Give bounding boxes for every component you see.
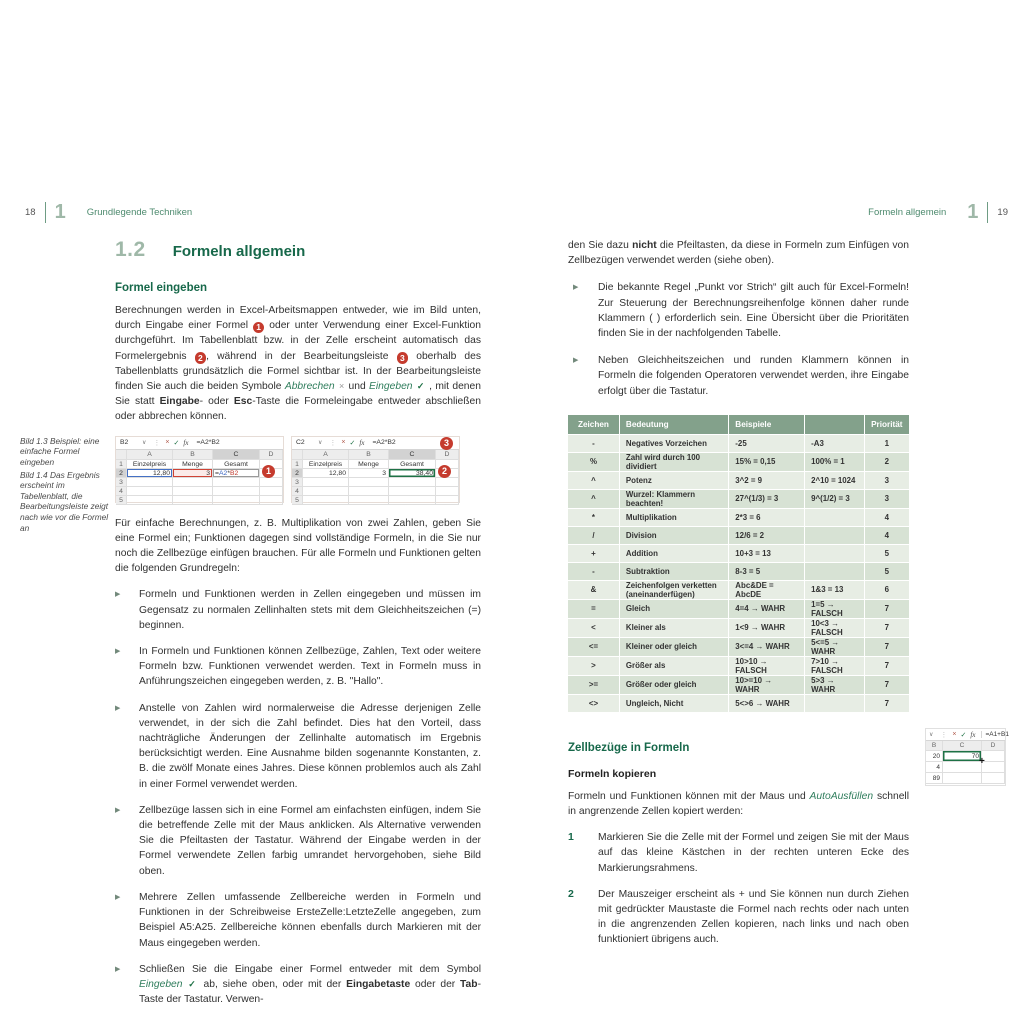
empty-cell: [436, 487, 459, 496]
operator-example-1: 3<=4 → WAHR: [728, 637, 804, 656]
name-box: C2: [296, 439, 305, 447]
bullet-text: In Formeln und Funktionen können Zellbezüge, Zahlen, Text oder weitere Formeln bzw. Funktionen verwendet werden. Text in Formeln muss in Anführungszeichen eingegeben werden, z. B. "Hallo".: [139, 646, 481, 688]
operator-sign: ^: [568, 489, 619, 508]
intro-paragraph: Berechnungen werden in Excel-Arbeitsmappen entweder, wie im Bild unten, durch Eingabe einer Formel 1 oder unter Verwendung einer Excel-Funktion durchgeführt. Im Tabellenblatt bzw. in der Zelle erscheint automatisch das Formelergebnis 2 , während in der Bearbeitungsleiste 3 oberhalb des Tabellenblatts grundsätzlich die Formel sichtbar ist. In der Bearbeitungsleiste finden Sie auch die beiden Symbole Abbrechen × und Eingeben ✓ , mit denen Sie statt Eingabe- oder Esc-Taste die Formeleingabe entweder abschließen oder abbrechen können.: [115, 305, 482, 423]
row-header-1: 1: [116, 460, 127, 469]
operator-priority: 5: [864, 544, 909, 562]
insert-function-icon: fx: [359, 438, 365, 447]
empty-cell: [127, 478, 173, 487]
cell-c2-formula-editing: =A2*B2: [213, 469, 260, 478]
continuation-paragraph: den Sie dazu nicht die Pfeiltasten, da diese in Formeln zum Einfügen von Zellbezügen verwendet werden (siehe oben).: [568, 240, 910, 267]
bullet-triangle-icon: ▶: [573, 357, 579, 365]
cell-a1: Einzelpreis: [303, 460, 349, 469]
rule-bullet-item: [115, 587, 481, 633]
operator-meaning: Kleiner als: [619, 618, 728, 637]
formula-bar-text: =A2*B2: [196, 439, 220, 447]
spreadsheet-grid: [926, 741, 1005, 784]
cell-a1: Einzelpreis: [127, 460, 173, 469]
cell-c1: Gesamt: [389, 460, 436, 469]
operator-priority: 7: [864, 637, 909, 656]
name-box: B2: [120, 439, 129, 447]
bullet-text: Neben Gleichheitszeichen und runden Klammern können in Formeln die folgenden Operatoren verwendet werden, ihre Eingabe erfolgt über die Tastatur.: [598, 355, 909, 397]
left-running-title: Grundlegende Techniken: [86, 207, 193, 218]
subheading-formeln-kopieren: Formeln kopieren: [568, 767, 657, 780]
operator-table-row: [568, 656, 909, 675]
row-header: 4: [292, 487, 303, 496]
cancel-icon: ×: [165, 439, 170, 447]
step-number: 2: [568, 887, 574, 900]
step-text: Der Mauszeiger erscheint als + und Sie können nun durch Ziehen mit gedrückter Maustaste die Formel nach rechts oder nach unten in die angrenzenden Zellen kopieren, nach links und nach oben funktioniert übrigens auch.: [598, 888, 909, 946]
operator-table-row: [568, 471, 909, 489]
left-page-header: [25, 202, 192, 223]
bullet-text: Anstelle von Zahlen wird normalerweise die Adresse derjenigen Zelle verwendet, in der sich die Zahl befindet. Dies hat den Vorteil, dass nachträgliche Änderungen der Zellinhalte automatisch im Ergebnis berücksichtigt werden. Eine Ausnahme bilden sogenannte Konstanten, z. B. die zwölf Monate eines Jahres. Diese können problemlos auch als Zahl in einer Formel verwendet werden.: [139, 702, 481, 790]
operator-example-1: 10+3 = 13: [728, 544, 804, 562]
operator-meaning: Kleiner oder gleich: [619, 637, 728, 656]
operator-example-2: -A3: [804, 434, 863, 452]
divider-dots-icon: ⋮: [940, 731, 948, 739]
name-box-dropdown-icon: ∨: [318, 440, 323, 447]
operator-example-2: 5>3 → WAHR: [804, 675, 863, 694]
operator-example-2: [804, 694, 863, 712]
bullet-text: Formeln und Funktionen werden in Zellen eingegeben und müssen im Gegensatz zu normalen Zellinhalten stets mit dem Gleichheitszeichen (=) beginnen.: [139, 589, 481, 631]
bullet-triangle-icon: ▶: [115, 648, 121, 656]
operator-priority: 1: [864, 434, 909, 452]
row-header: 3: [116, 478, 127, 487]
column-header-d: D: [436, 450, 459, 460]
fill-handle-plus-cursor: +: [979, 756, 985, 767]
operator-meaning: Addition: [619, 544, 728, 562]
empty-cell: [127, 487, 173, 496]
section-heading: [115, 238, 481, 262]
formula-bar-text: =A1+B1: [981, 731, 1009, 738]
operator-example-1: 2*3 = 6: [728, 508, 804, 526]
row-header-1: 1: [292, 460, 303, 469]
section-number: 1.2: [115, 238, 146, 261]
rule-bullet-item: [115, 890, 481, 951]
operator-sign: <: [568, 618, 619, 637]
column-header-a: A: [127, 450, 173, 460]
rules-intro-paragraph: Für einfache Berechnungen, z. B. Multiplikation von zwei Zahlen, geben Sie eine Formel ein; Funktionen dagegen sind vollständige Formeln, in die Sie nur noch die Zellbezüge einfügen brauchen. Für alle Formeln und Funktionen gelten die folgenden Grundregeln:: [115, 517, 481, 575]
cell-b1: Menge: [173, 460, 213, 469]
empty-cell: [389, 496, 436, 505]
operator-example-2: [804, 544, 863, 562]
empty-cell: [213, 478, 260, 487]
empty-cell: [436, 496, 459, 505]
operator-priority: 6: [864, 580, 909, 599]
operator-sign: =: [568, 599, 619, 618]
operator-priority: 7: [864, 656, 909, 675]
empty-cell: [303, 496, 349, 505]
divider-dots-icon: ⋮: [153, 439, 161, 447]
bullet-triangle-icon: ▶: [115, 965, 121, 973]
rule-bullet-item: [115, 701, 481, 792]
rule-bullet-item: [568, 280, 909, 341]
operator-priority: 3: [864, 471, 909, 489]
operator-meaning: Zeichenfolgen verketten (aneinanderfügen): [619, 580, 728, 599]
empty-cell: [260, 487, 283, 496]
step-text: Markieren Sie die Zelle mit der Formel und zeigen Sie mit der Maus auf das kleine Kästchen in der rechten unteren Ecke des Markierungsrahmens.: [598, 832, 909, 874]
bullet-triangle-icon: ▶: [115, 893, 121, 901]
operator-table-row: [568, 434, 909, 452]
col-header-bedeutung: Bedeutung: [619, 415, 728, 434]
operator-meaning: Multiplikation: [619, 508, 728, 526]
subheading-formel-eingeben: Formel eingeben: [115, 282, 208, 294]
cell-c2-result-selected: 38,40: [389, 469, 436, 478]
cell-d1: [982, 751, 1005, 762]
empty-cell: [349, 487, 389, 496]
header-divider: [987, 202, 988, 223]
corner-cell: [116, 450, 127, 460]
operator-example-1: 5<>6 → WAHR: [728, 694, 804, 712]
operator-meaning: Potenz: [619, 471, 728, 489]
operator-table-row: [568, 599, 909, 618]
operator-sign: +: [568, 544, 619, 562]
excel-screenshot-autofill: [925, 728, 1009, 786]
right-page-header: [760, 202, 1008, 223]
operator-table-row: [568, 675, 909, 694]
empty-cell: [213, 496, 260, 505]
insert-function-icon: fx: [183, 438, 189, 447]
operator-table-row: [568, 562, 909, 580]
empty-cell: [389, 487, 436, 496]
operator-priority: 5: [864, 562, 909, 580]
operator-sign: >: [568, 656, 619, 675]
operator-meaning: Negatives Vorzeichen: [619, 434, 728, 452]
enter-icon: ✓: [349, 439, 356, 447]
operator-sign: -: [568, 434, 619, 452]
empty-cell: [349, 496, 389, 505]
column-header-d: D: [982, 741, 1005, 751]
empty-cell: [303, 478, 349, 487]
operator-example-2: 10<3 → FALSCH: [804, 618, 863, 637]
operator-sign: *: [568, 508, 619, 526]
column-header-b: B: [173, 450, 213, 460]
right-running-title: Formeln allgemein: [868, 207, 947, 218]
operator-priority: 7: [864, 694, 909, 712]
operator-priority: 2: [864, 452, 909, 471]
operator-sign: &: [568, 580, 619, 599]
header-divider: [45, 202, 46, 223]
empty-cell: [260, 496, 283, 505]
bullet-triangle-icon: ▶: [115, 806, 121, 814]
operator-example-2: [804, 526, 863, 544]
operator-sign: <=: [568, 637, 619, 656]
column-header-b: B: [926, 741, 943, 751]
operator-sign: <>: [568, 694, 619, 712]
operator-example-2: 2^10 = 1024: [804, 471, 863, 489]
operator-meaning: Zahl wird durch 100 dividiert: [619, 452, 728, 471]
cell-d3: [982, 773, 1005, 784]
row-header-2: 2: [292, 469, 303, 478]
empty-cell: [260, 478, 283, 487]
operator-sign: /: [568, 526, 619, 544]
bullet-text: Schließen Sie die Eingabe einer Formel entweder mit dem Symbol Eingeben ✓ ab, siehe oben, oder mit der Eingabetaste oder der Tab-Taste der Tastatur. Verwen-: [139, 963, 481, 1006]
left-page-column: [20, 238, 482, 1007]
callout-badge-1: 1: [262, 465, 275, 478]
cell-b2: 3: [349, 469, 389, 478]
empty-cell: [303, 487, 349, 496]
excel-screenshot-formula-entry: [115, 436, 284, 503]
cell-b2: 3: [173, 469, 213, 478]
operator-meaning: Wurzel: Klammern beachten!: [619, 489, 728, 508]
row-header: 5: [116, 496, 127, 505]
cell-b2: 4: [926, 762, 943, 773]
operator-example-1: 12/6 = 2: [728, 526, 804, 544]
cancel-icon: ×: [341, 439, 346, 447]
column-header-d: D: [260, 450, 283, 460]
name-box-dropdown-icon: ∨: [929, 732, 934, 738]
operator-priority: 4: [864, 508, 909, 526]
cell-c2: [943, 762, 982, 773]
operator-example-2: 5<=5 → WAHR: [804, 637, 863, 656]
empty-cell: [127, 496, 173, 505]
operator-sign: -: [568, 562, 619, 580]
cell-c3: [943, 773, 982, 784]
enter-icon: ✓: [173, 439, 180, 447]
operator-priority: 7: [864, 599, 909, 618]
cell-b1: 20: [926, 751, 943, 762]
operator-example-1: 27^(1/3) = 3: [728, 489, 804, 508]
rule-bullet-item: [568, 353, 909, 399]
column-header-c: C: [943, 741, 982, 751]
empty-cell: [436, 478, 459, 487]
col-header-beispiele: Beispiele: [728, 415, 804, 434]
operator-table-row: [568, 694, 909, 712]
operator-table-header: [568, 415, 909, 434]
cell-c1-selected: 70: [943, 751, 982, 762]
operator-example-1: -25: [728, 434, 804, 452]
operator-example-2: 7>10 → FALSCH: [804, 656, 863, 675]
operator-meaning: Größer oder gleich: [619, 675, 728, 694]
bullet-text: Die bekannte Regel „Punkt vor Strich“ gilt auch für Excel-Formeln! Zur Steuerung der Berechnungsreihenfolge können daher runde Klammern ( ) erforderlich sein. Eine Übersicht über die Prioritäten finden Sie in der nachfolgenden Tabelle.: [598, 282, 909, 340]
corner-cell: [292, 450, 303, 460]
row-header: 4: [116, 487, 127, 496]
empty-cell: [389, 478, 436, 487]
chapter-number: 1: [967, 201, 979, 223]
row-header: 5: [292, 496, 303, 505]
operator-example-1: 10>10 → FALSCH: [728, 656, 804, 675]
empty-cell: [349, 478, 389, 487]
bullet-text: Mehrere Zellen umfassende Zellbereiche werden in Formeln und Funktionen in der Schreibweise ErsteZelle:LetzteZelle angegeben, zum Beispiel A5:A25. Zellbereiche können ebenfalls durch Markieren mit der Maus eingegeben werden.: [139, 891, 481, 949]
operator-example-2: 9^(1/2) = 3: [804, 489, 863, 508]
operator-example-2: 100% = 1: [804, 452, 863, 471]
operator-meaning: Gleich: [619, 599, 728, 618]
operator-example-1: 1<9 → WAHR: [728, 618, 804, 637]
excel-screenshot-formula-result: [291, 436, 460, 503]
rule-bullet-item: [115, 803, 481, 879]
divider-dots-icon: ⋮: [329, 439, 337, 447]
enter-icon: ✓: [960, 731, 967, 739]
operator-table-row: [568, 637, 909, 656]
cell-b1: Menge: [349, 460, 389, 469]
operator-meaning: Ungleich, Nicht: [619, 694, 728, 712]
spreadsheet-grid: [292, 450, 459, 505]
empty-cell: [173, 496, 213, 505]
operator-table-row: [568, 544, 909, 562]
figure-caption-1-4: Bild 1.4 Das Ergebnis erscheint im Tabellenblatt, die Bearbeitungsleiste zeigt nach wie vor die Formel an: [20, 469, 109, 533]
operator-table-row: [568, 489, 909, 508]
formula-bar: [926, 729, 1009, 741]
operator-sign: >=: [568, 675, 619, 694]
right-page-column: [568, 238, 1009, 948]
numbered-step: [568, 830, 909, 876]
operator-example-2: 1=5 → FALSCH: [804, 599, 863, 618]
operator-example-1: 4=4 → WAHR: [728, 599, 804, 618]
left-page-number: 18: [25, 207, 36, 218]
right-page-number: 19: [997, 207, 1008, 218]
col-header-zeichen: Zeichen: [568, 415, 619, 434]
operator-table-row: [568, 526, 909, 544]
formula-bar: [292, 437, 459, 450]
operator-priority: 4: [864, 526, 909, 544]
copy-intro-paragraph: Formeln und Funktionen können mit der Maus und AutoAusfüllen schnell in angrenzende Zellen kopiert werden:: [568, 790, 909, 818]
operator-example-1: 8-3 = 5: [728, 562, 804, 580]
operator-example-1: Abc&DE = AbcDE: [728, 580, 804, 599]
operator-priority: 3: [864, 489, 909, 508]
operator-sign: ^: [568, 471, 619, 489]
operator-example-2: [804, 562, 863, 580]
col-header-blank: [804, 415, 863, 434]
chapter-number: 1: [54, 201, 66, 223]
column-header-c: C: [213, 450, 260, 460]
operator-meaning: Größer als: [619, 656, 728, 675]
operator-meaning: Subtraktion: [619, 562, 728, 580]
operator-table-row: [568, 580, 909, 599]
column-header-c: C: [389, 450, 436, 460]
bullet-triangle-icon: ▶: [115, 704, 121, 712]
figure-caption-1-3: Bild 1.3 Beispiel: eine einfache Formel eingeben: [20, 435, 100, 467]
cell-a2: 12,80: [303, 469, 349, 478]
operator-table-row: [568, 452, 909, 471]
insert-function-icon: fx: [970, 730, 976, 739]
operator-example-2: 1&3 = 13: [804, 580, 863, 599]
cancel-icon: ×: [952, 731, 957, 738]
row-header: 3: [292, 478, 303, 487]
spreadsheet-grid: [116, 450, 283, 505]
column-header-b: B: [349, 450, 389, 460]
operator-example-1: 10>=10 → WAHR: [728, 675, 804, 694]
callout-badge-2: 2: [438, 465, 451, 478]
operator-example-1: 15% = 0,15: [728, 452, 804, 471]
operator-example-1: 3^2 = 9: [728, 471, 804, 489]
bullet-text: Zellbezüge lassen sich in eine Formel am einfachsten einfügen, indem Sie die betreffende Zelle mit der Maus anklicken. Als Alternative verwenden Sie die Pfeiltasten der Tastatur. Während der Eingabe werden in der Formel verwendete Zellen farbig umrandet hervorgehoben, siehe Bild oben.: [139, 804, 481, 877]
rule-bullet-item: [115, 962, 481, 1008]
empty-cell: [173, 487, 213, 496]
operator-example-2: [804, 508, 863, 526]
cell-d2: [982, 762, 1005, 773]
operator-priority: 7: [864, 618, 909, 637]
section-title: Formeln allgemein: [172, 243, 306, 260]
empty-cell: [173, 478, 213, 487]
section-heading-zellbezuege: Zellbezüge in Formeln: [568, 741, 690, 754]
cell-a2: 12,80: [127, 469, 173, 478]
name-box-dropdown-icon: ∨: [142, 440, 147, 447]
col-header-prioritaet: Priorität: [864, 415, 909, 434]
callout-badge-3: 3: [440, 437, 453, 450]
operator-sign: %: [568, 452, 619, 471]
rule-bullet-item: [115, 644, 481, 690]
bullet-triangle-icon: ▶: [115, 591, 121, 599]
column-header-a: A: [303, 450, 349, 460]
step-number: 1: [568, 831, 574, 844]
row-header-2: 2: [116, 469, 127, 478]
operator-meaning: Division: [619, 526, 728, 544]
bullet-triangle-icon: ▶: [573, 284, 579, 292]
formula-bar: [116, 437, 283, 450]
operator-priority: 7: [864, 675, 909, 694]
operator-table-row: [568, 618, 909, 637]
figure-row: [20, 435, 481, 533]
operator-priority-table: [568, 415, 909, 712]
formula-bar-text: =A2*B2: [372, 439, 396, 447]
numbered-step: [568, 887, 909, 948]
operator-table-row: [568, 508, 909, 526]
cell-b3: 89: [926, 773, 943, 784]
empty-cell: [213, 487, 260, 496]
cell-c1: Gesamt: [213, 460, 260, 469]
